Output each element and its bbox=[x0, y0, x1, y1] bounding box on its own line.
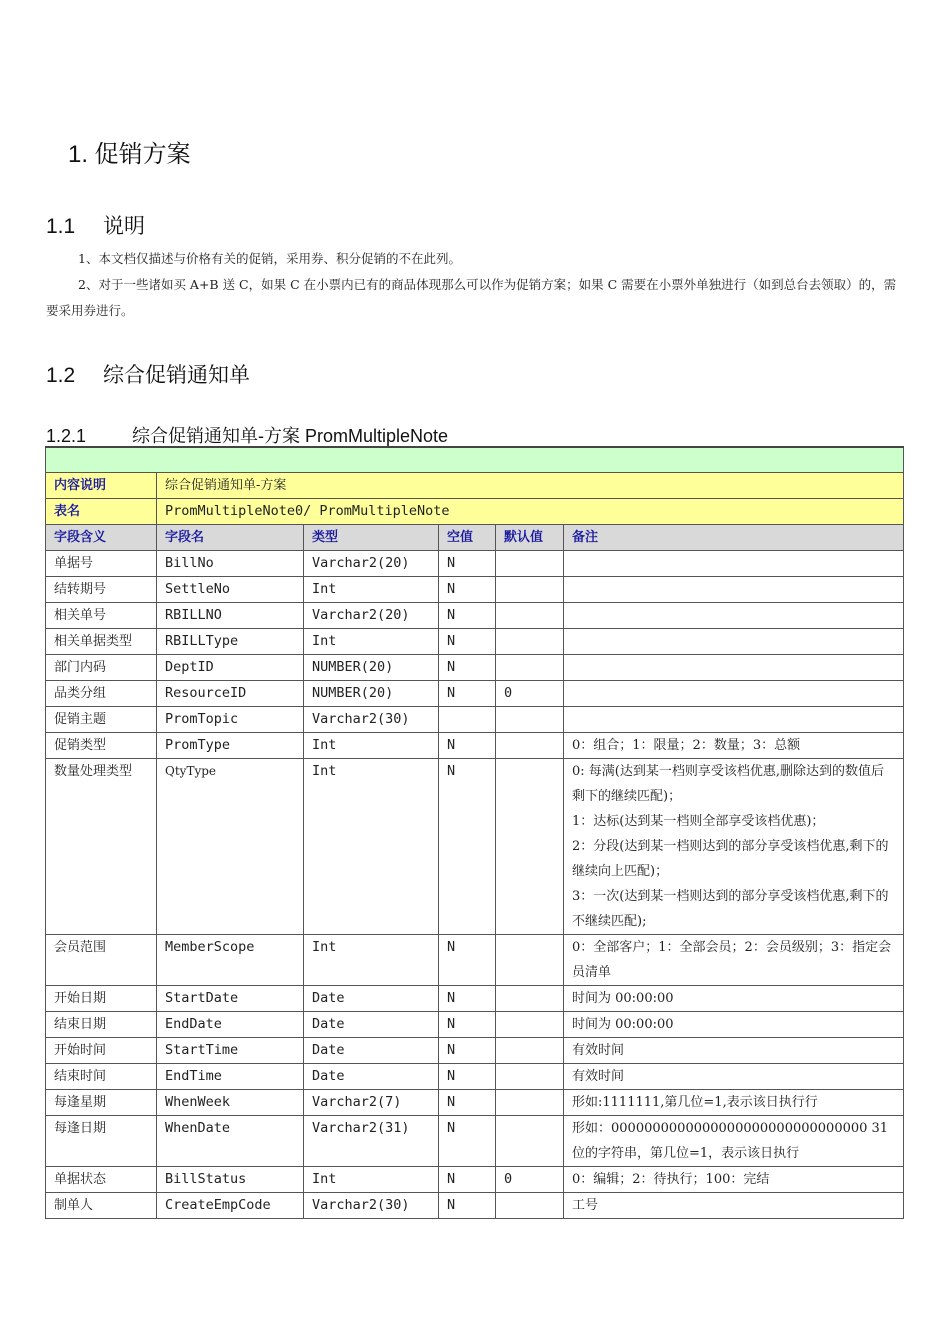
section-number: 1.1 bbox=[46, 215, 76, 238]
note-cell bbox=[564, 655, 904, 681]
field-meaning-cell: 促销类型 bbox=[46, 733, 157, 759]
field-type-cell: Int bbox=[304, 733, 439, 759]
default-cell bbox=[496, 1038, 564, 1064]
nullable-cell: N bbox=[439, 935, 496, 986]
table-row bbox=[46, 681, 904, 707]
default-cell bbox=[496, 603, 564, 629]
section-1-1-heading bbox=[46, 210, 145, 240]
default-cell bbox=[496, 1116, 564, 1167]
field-meaning-cell: 部门内码 bbox=[46, 655, 157, 681]
table-row bbox=[46, 1064, 904, 1090]
paragraph-2 bbox=[46, 272, 906, 324]
content-label: 内容说明 bbox=[46, 473, 157, 499]
note-cell bbox=[564, 629, 904, 655]
table-row bbox=[46, 655, 904, 681]
note-cell: 有效时间 bbox=[564, 1064, 904, 1090]
field-name-cell: ResourceID bbox=[157, 681, 304, 707]
default-cell bbox=[496, 1193, 564, 1219]
section-title: 综合促销通知单-方案 PromMultipleNote bbox=[132, 426, 449, 446]
field-type-cell: NUMBER(20) bbox=[304, 655, 439, 681]
column-header: 字段含义 bbox=[46, 525, 157, 551]
table-row bbox=[46, 986, 904, 1012]
nullable-cell: N bbox=[439, 1090, 496, 1116]
field-type-cell: Int bbox=[304, 577, 439, 603]
field-name-cell: RBILLNO bbox=[157, 603, 304, 629]
table-row bbox=[46, 1167, 904, 1193]
field-name-cell: StartDate bbox=[157, 986, 304, 1012]
field-type-cell: Date bbox=[304, 1064, 439, 1090]
field-name-cell: BillNo bbox=[157, 551, 304, 577]
note-cell: 有效时间 bbox=[564, 1038, 904, 1064]
nullable-cell: N bbox=[439, 759, 496, 935]
field-type-cell: Varchar2(20) bbox=[304, 603, 439, 629]
note-cell bbox=[564, 759, 904, 935]
field-meaning-cell: 每逢星期 bbox=[46, 1090, 157, 1116]
section-1-2-heading bbox=[46, 359, 250, 389]
field-name-cell: StartTime bbox=[157, 1038, 304, 1064]
default-cell bbox=[496, 629, 564, 655]
nullable-cell: N bbox=[439, 681, 496, 707]
default-cell bbox=[496, 577, 564, 603]
field-type-cell: Date bbox=[304, 1038, 439, 1064]
note-cell bbox=[564, 603, 904, 629]
note-cell bbox=[564, 551, 904, 577]
table-name-row bbox=[46, 499, 904, 525]
table-row bbox=[46, 935, 904, 986]
note-cell: 时间为 00:00:00 bbox=[564, 1012, 904, 1038]
field-meaning-cell: 会员范围 bbox=[46, 935, 157, 986]
column-header: 字段名 bbox=[157, 525, 304, 551]
note-cell: 0：组合；1：限量；2：数量；3：总额 bbox=[564, 733, 904, 759]
nullable-cell: N bbox=[439, 603, 496, 629]
default-cell bbox=[496, 1012, 564, 1038]
column-header: 默认值 bbox=[496, 525, 564, 551]
field-type-cell: Date bbox=[304, 1012, 439, 1038]
table-row bbox=[46, 1116, 904, 1167]
paragraph-text: 1、本文档仅描述与价格有关的促销，采用券、积分促销的不在此列。 bbox=[78, 251, 461, 266]
table-row bbox=[46, 1090, 904, 1116]
table-name-value: PromMultipleNote0/ PromMultipleNote bbox=[157, 499, 904, 525]
nullable-cell: N bbox=[439, 1193, 496, 1219]
nullable-cell: N bbox=[439, 655, 496, 681]
field-name-cell: BillStatus bbox=[157, 1167, 304, 1193]
field-type-cell: Varchar2(30) bbox=[304, 707, 439, 733]
field-name-cell: SettleNo bbox=[157, 577, 304, 603]
table-row bbox=[46, 1012, 904, 1038]
field-name-cell: PromTopic bbox=[157, 707, 304, 733]
default-cell bbox=[496, 1090, 564, 1116]
table-name-label: 表名 bbox=[46, 499, 157, 525]
note-cell: 0：全部客户；1：全部会员；2：会员级别；3：指定会员清单 bbox=[564, 935, 904, 986]
nullable-cell: N bbox=[439, 551, 496, 577]
default-cell bbox=[496, 759, 564, 935]
field-meaning-cell: 单据号 bbox=[46, 551, 157, 577]
field-type-cell: Varchar2(30) bbox=[304, 1193, 439, 1219]
field-meaning-cell: 制单人 bbox=[46, 1193, 157, 1219]
note-line: 1：达标(达到某一档则全部享受该档优惠)； bbox=[572, 814, 825, 829]
field-type-cell: Varchar2(7) bbox=[304, 1090, 439, 1116]
nullable-cell bbox=[439, 707, 496, 733]
note-line: 3：一次(达到某一档则达到的部分享受该档优惠,剩下的不继续匹配); bbox=[572, 889, 889, 929]
note-cell: 形如：0000000000000000000000000000000 31 位的字符串，第几位=1，表示该日执行 bbox=[564, 1116, 904, 1167]
note-cell bbox=[564, 577, 904, 603]
table-row bbox=[46, 707, 904, 733]
note-cell: 形如:1111111,第几位=1,表示该日执行行 bbox=[564, 1090, 904, 1116]
field-name-cell: WhenWeek bbox=[157, 1090, 304, 1116]
nullable-cell: N bbox=[439, 1012, 496, 1038]
field-type-cell: Varchar2(31) bbox=[304, 1116, 439, 1167]
field-meaning-cell: 相关单号 bbox=[46, 603, 157, 629]
default-cell bbox=[496, 551, 564, 577]
content-value: 综合促销通知单-方案 bbox=[157, 473, 904, 499]
field-type-cell: Int bbox=[304, 629, 439, 655]
field-name-cell: RBILLType bbox=[157, 629, 304, 655]
note-cell bbox=[564, 681, 904, 707]
field-meaning-cell: 结转期号 bbox=[46, 577, 157, 603]
table-row bbox=[46, 1038, 904, 1064]
field-meaning-cell: 品类分组 bbox=[46, 681, 157, 707]
table-row bbox=[46, 1193, 904, 1219]
table-row bbox=[46, 577, 904, 603]
field-type-cell: Int bbox=[304, 759, 439, 935]
field-name-cell: WhenDate bbox=[157, 1116, 304, 1167]
field-meaning-cell: 开始日期 bbox=[46, 986, 157, 1012]
field-name-cell: EndDate bbox=[157, 1012, 304, 1038]
default-cell bbox=[496, 733, 564, 759]
default-cell: 0 bbox=[496, 1167, 564, 1193]
column-header: 空值 bbox=[439, 525, 496, 551]
section-1-2-1-heading bbox=[46, 422, 448, 448]
section-title: 说明 bbox=[103, 215, 145, 238]
note-cell: 时间为 00:00:00 bbox=[564, 986, 904, 1012]
field-type-cell: Date bbox=[304, 986, 439, 1012]
paragraph-text: 2、对于一些诸如买 A+B 送 C，如果 C 在小票内已有的商品体现那么可以作为促销方案；如果 C 需要在小票外单独进行（如到总台去领取）的，需要采用券进行。 bbox=[46, 277, 897, 318]
field-meaning-cell: 结束日期 bbox=[46, 1012, 157, 1038]
field-type-cell: Varchar2(20) bbox=[304, 551, 439, 577]
default-cell bbox=[496, 986, 564, 1012]
nullable-cell: N bbox=[439, 629, 496, 655]
table-row bbox=[46, 629, 904, 655]
field-name-cell: PromType bbox=[157, 733, 304, 759]
section-number: 1.2 bbox=[46, 364, 76, 387]
column-header: 类型 bbox=[304, 525, 439, 551]
field-type-cell: Int bbox=[304, 1167, 439, 1193]
field-meaning-cell: 结束时间 bbox=[46, 1064, 157, 1090]
nullable-cell: N bbox=[439, 1038, 496, 1064]
field-name-cell: DeptID bbox=[157, 655, 304, 681]
table-row bbox=[46, 603, 904, 629]
nullable-cell: N bbox=[439, 733, 496, 759]
note-line: 0: 每满(达到某一档则享受该档优惠,删除达到的数值后剩下的继续匹配)； bbox=[572, 764, 884, 804]
field-name-cell: MemberScope bbox=[157, 935, 304, 986]
nullable-cell: N bbox=[439, 1116, 496, 1167]
paragraph-1 bbox=[46, 246, 906, 272]
section-number: 1.2.1 bbox=[46, 426, 87, 446]
nullable-cell: N bbox=[439, 577, 496, 603]
field-name-cell: EndTime bbox=[157, 1064, 304, 1090]
note-line: 2：分段(达到某一档则达到的部分享受该档优惠,剩下的继续向上匹配)； bbox=[572, 839, 889, 879]
section-title: 综合促销通知单 bbox=[103, 364, 250, 387]
table-row bbox=[46, 733, 904, 759]
field-meaning-cell: 单据状态 bbox=[46, 1167, 157, 1193]
default-cell bbox=[496, 707, 564, 733]
column-header-row bbox=[46, 525, 904, 551]
field-meaning-cell: 每逢日期 bbox=[46, 1116, 157, 1167]
table-row bbox=[46, 551, 904, 577]
default-cell bbox=[496, 655, 564, 681]
heading-1: 1. 促销方案 bbox=[68, 141, 191, 168]
note-cell: 工号 bbox=[564, 1193, 904, 1219]
content-description-row bbox=[46, 473, 904, 499]
nullable-cell: N bbox=[439, 986, 496, 1012]
field-meaning-cell: 促销主题 bbox=[46, 707, 157, 733]
note-cell: 0：编辑；2：待执行；100：完结 bbox=[564, 1167, 904, 1193]
nullable-cell: N bbox=[439, 1064, 496, 1090]
default-cell: 0 bbox=[496, 681, 564, 707]
field-meaning-cell: 开始时间 bbox=[46, 1038, 157, 1064]
default-cell bbox=[496, 1064, 564, 1090]
field-type-cell: NUMBER(20) bbox=[304, 681, 439, 707]
field-name-cell: CreateEmpCode bbox=[157, 1193, 304, 1219]
field-meaning-cell: 数量处理类型 bbox=[46, 759, 157, 935]
field-meaning-cell: 相关单据类型 bbox=[46, 629, 157, 655]
table-row bbox=[46, 759, 904, 935]
nullable-cell: N bbox=[439, 1167, 496, 1193]
field-type-cell: Int bbox=[304, 935, 439, 986]
note-cell bbox=[564, 707, 904, 733]
table-top-band bbox=[46, 447, 904, 473]
field-spec-table bbox=[45, 446, 904, 1219]
default-cell bbox=[496, 935, 564, 986]
field-name-cell: QtyType bbox=[157, 759, 304, 935]
column-header: 备注 bbox=[564, 525, 904, 551]
